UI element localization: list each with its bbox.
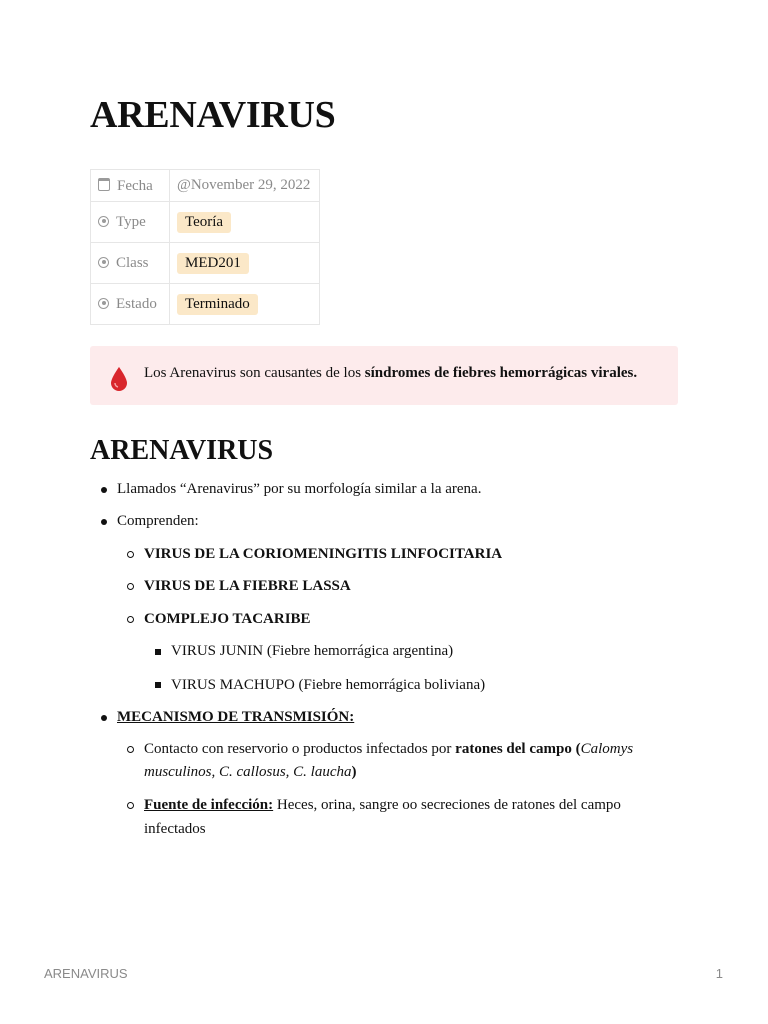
- footer-title: ARENAVIRUS: [44, 966, 128, 981]
- bullet: [101, 519, 107, 525]
- page-number: 1: [715, 966, 723, 981]
- list-item: Comprenden:: [117, 513, 199, 529]
- type-tag[interactable]: Teoría: [177, 212, 231, 233]
- bullet: [127, 802, 134, 809]
- page-title: ARENAVIRUS: [90, 94, 336, 136]
- list-item: Fuente de infección: Heces, orina, sangre oo secreciones de ratones del campo: [144, 797, 621, 813]
- status-tag[interactable]: Terminado: [177, 294, 258, 315]
- list-item: MECANISMO DE TRANSMISIÓN:: [117, 709, 355, 725]
- property-key: Fecha: [117, 177, 153, 194]
- select-icon: [98, 216, 109, 227]
- bullet: [101, 715, 107, 721]
- callout-highlight: síndromes de fiebres hemorrágicas virales.: [364, 365, 638, 381]
- calendar-icon: [98, 178, 110, 191]
- section-heading: ARENAVIRUS: [90, 435, 274, 466]
- list-item-continuation: infectados: [144, 821, 206, 837]
- list-item-continuation: musculinos, C. callosus, C. laucha): [144, 764, 357, 780]
- list-item: VIRUS DE LA CORIOMENINGITIS LINFOCITARIA: [144, 546, 503, 562]
- list-item: Contacto con reservorio o productos infectados por ratones del campo (Calomys: [144, 741, 634, 757]
- list-item: COMPLEJO TACARIBE: [144, 611, 311, 627]
- bullet: [127, 616, 134, 623]
- property-value-date[interactable]: @November 29, 2022: [170, 170, 320, 202]
- list-item: VIRUS MACHUPO (Fiebre hemorrágica boliviana): [171, 677, 486, 693]
- list-item: VIRUS JUNIN (Fiebre hemorrágica argentina): [171, 643, 454, 659]
- blood-drop-icon: [110, 366, 128, 392]
- bullet: [127, 746, 134, 753]
- bullet: [101, 487, 107, 493]
- property-row-estado: [91, 284, 320, 325]
- property-row-type: [91, 202, 320, 243]
- bullet: [127, 551, 134, 558]
- property-key: Type: [116, 213, 146, 230]
- select-icon: [98, 298, 109, 309]
- properties-table: [90, 169, 320, 325]
- list-item: VIRUS DE LA FIEBRE LASSA: [144, 578, 351, 594]
- callout-box: [90, 346, 678, 405]
- bullet: [155, 682, 161, 688]
- bullet: [127, 583, 134, 590]
- class-tag[interactable]: MED201: [177, 253, 249, 274]
- property-key: Estado: [116, 295, 157, 312]
- property-key: Class: [116, 254, 149, 271]
- select-icon: [98, 257, 109, 268]
- list-item: Llamados “Arenavirus” por su morfología similar a la arena.: [117, 481, 482, 497]
- property-row-class: [91, 243, 320, 284]
- property-row-fecha: [91, 170, 320, 202]
- callout-text: Los Arenavirus son causantes de los síndromes de fiebres hemorrágicas virales.: [144, 365, 638, 381]
- bullet: [155, 649, 161, 655]
